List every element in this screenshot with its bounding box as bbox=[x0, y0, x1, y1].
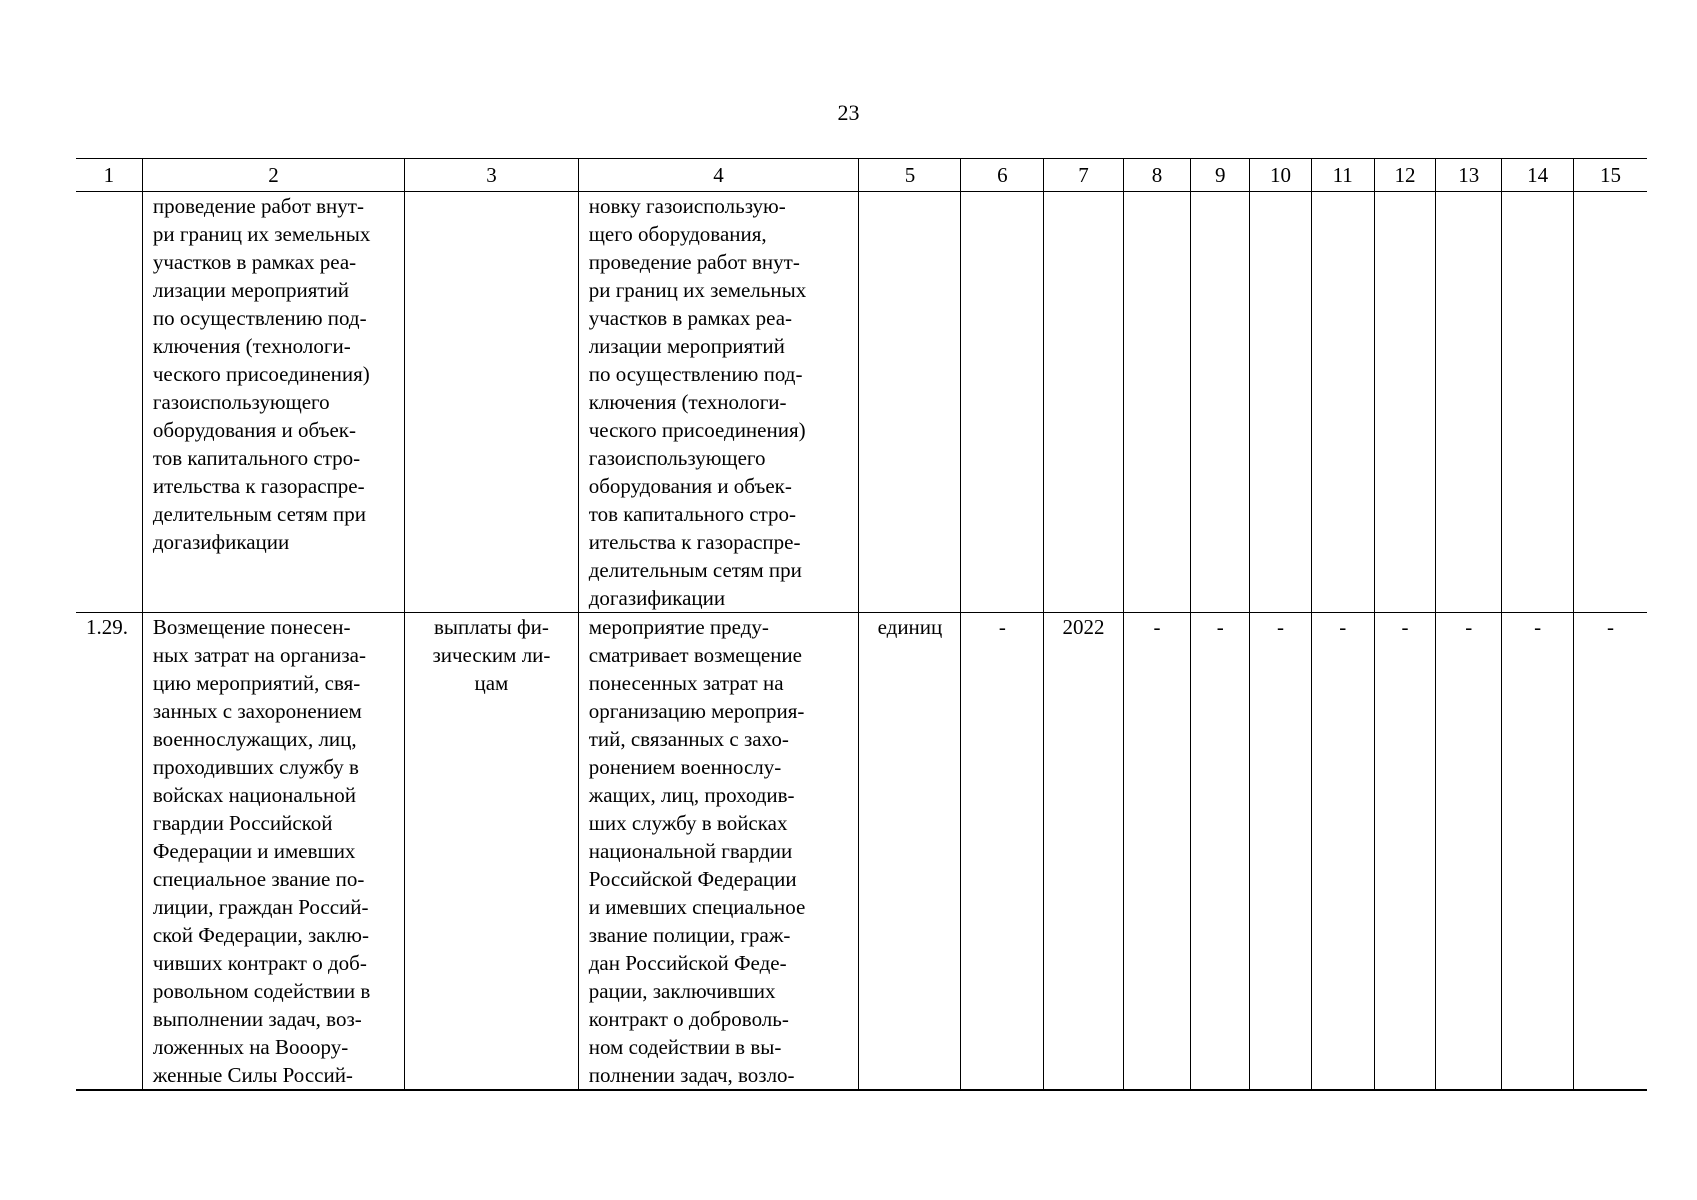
row-number: 1.29. bbox=[76, 613, 142, 1091]
cell-col-15: - bbox=[1573, 613, 1647, 1091]
col-header-10: 10 bbox=[1250, 159, 1311, 192]
cell-col-6 bbox=[961, 192, 1044, 613]
col-header-13: 13 bbox=[1436, 159, 1502, 192]
cell-col-8: - bbox=[1123, 613, 1190, 1091]
col-header-15: 15 bbox=[1573, 159, 1647, 192]
col-header-14: 14 bbox=[1502, 159, 1573, 192]
cell-col-10 bbox=[1250, 192, 1311, 613]
cell-col-15 bbox=[1573, 192, 1647, 613]
table-row bbox=[76, 192, 1647, 613]
col-header-9: 9 bbox=[1191, 159, 1250, 192]
cell-col-7: 2022 bbox=[1044, 613, 1124, 1091]
table-row bbox=[76, 613, 1647, 1091]
column-number-row bbox=[76, 159, 1647, 192]
measure-type bbox=[405, 192, 579, 613]
page-number: 23 bbox=[837, 100, 860, 125]
cell-col-12: - bbox=[1374, 613, 1435, 1091]
col-header-6: 6 bbox=[961, 159, 1044, 192]
measure-unit bbox=[859, 192, 961, 613]
cell-col-11 bbox=[1311, 192, 1374, 613]
measure-name: Возмещение понесен- ных затрат на организа- цию мероприятий, свя- занных с захоронением военнослужащих, лиц, проходивших службу в войсках национальной гвардии Российской Федерации и имевших специальное звание по- лиции, граждан Россий- ской Федерации, заклю- чивших контракт о доб- ровольном содействии в выполнении задач, воз- ложенных на Вооору- женные Силы Россий- bbox=[142, 613, 404, 1091]
cell-col-14 bbox=[1502, 192, 1573, 613]
col-header-7: 7 bbox=[1044, 159, 1124, 192]
cell-col-13 bbox=[1436, 192, 1502, 613]
program-table bbox=[76, 158, 1647, 1091]
col-header-2: 2 bbox=[142, 159, 404, 192]
measure-description: мероприятие преду- сматривает возмещение понесенных затрат на организацию мероприя- тий, связанных с захо- ронением военнослу- жащих, лиц, проходив- ших службу в войсках национальной гвардии Российской Федерации и имевших специальное звание полиции, граж- дан Российской Феде- рации, заключивших контракт о доброволь- ном содействии в вы- полнении задач, возло- bbox=[578, 613, 859, 1091]
row-number bbox=[76, 192, 142, 613]
cell-col-10: - bbox=[1250, 613, 1311, 1091]
col-header-1: 1 bbox=[76, 159, 142, 192]
measure-type: выплаты фи- зическим ли- цам bbox=[405, 613, 579, 1091]
cell-col-11: - bbox=[1311, 613, 1374, 1091]
measure-name: проведение работ внут- ри границ их земельных участков в рамках реа- лизации мероприятий по осуществлению под- ключения (технологи- ческого присоединения) газоиспользующего оборудования и объек- тов капитального стро- ительства к газораспре- делительным сетям при догазификации bbox=[142, 192, 404, 613]
col-header-11: 11 bbox=[1311, 159, 1374, 192]
cell-col-9: - bbox=[1191, 613, 1250, 1091]
cell-col-8 bbox=[1123, 192, 1190, 613]
cell-col-13: - bbox=[1436, 613, 1502, 1091]
measure-description: новку газоиспользую- щего оборудования, проведение работ внут- ри границ их земельных участков в рамках реа- лизации мероприятий по осуществлению под- ключения (технологи- ческого присоединения) газоиспользующего оборудования и объек- тов капитального стро- ительства к газораспре- делительным сетям при догазификации bbox=[578, 192, 859, 613]
cell-col-14: - bbox=[1502, 613, 1573, 1091]
col-header-3: 3 bbox=[405, 159, 579, 192]
cell-col-6: - bbox=[961, 613, 1044, 1091]
col-header-12: 12 bbox=[1374, 159, 1435, 192]
cell-col-9 bbox=[1191, 192, 1250, 613]
cell-col-12 bbox=[1374, 192, 1435, 613]
col-header-5: 5 bbox=[859, 159, 961, 192]
measure-unit: единиц bbox=[859, 613, 961, 1091]
col-header-4: 4 bbox=[578, 159, 859, 192]
cell-col-7 bbox=[1044, 192, 1124, 613]
col-header-8: 8 bbox=[1123, 159, 1190, 192]
